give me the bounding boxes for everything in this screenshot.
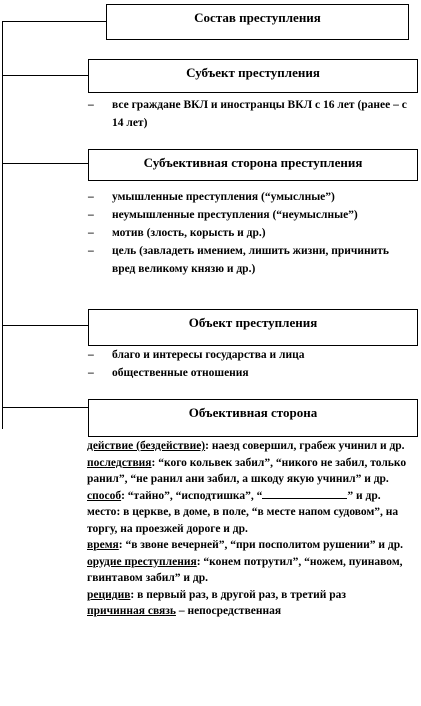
tool-label: орудие преступления	[87, 555, 197, 568]
list-item: – цель (завладеть имением, лишить жизни, причинить вред великому князю и др.)	[88, 242, 408, 278]
list-item: – умышленные преступления (“умыслные”)	[88, 188, 408, 206]
connector-subject	[2, 75, 88, 76]
action-label: действие (бездействие)	[87, 440, 206, 452]
tool-line	[87, 554, 412, 587]
object-box	[88, 309, 418, 346]
connector-object	[2, 325, 88, 326]
consequences-line	[87, 455, 412, 488]
consequences-text: : “кого кольвек забил”, “никого не забил, только ранил”, “не ранил ани забил, а шкоду якую учинил” и др.	[87, 456, 407, 485]
method-line	[87, 488, 412, 505]
objective-side-title: Объективная сторона	[188, 405, 318, 420]
action-line	[87, 438, 412, 455]
method-label: способ	[87, 489, 122, 502]
blank-underline	[262, 488, 347, 499]
subject-title: Субъект преступления	[186, 65, 320, 80]
causal-line	[87, 603, 412, 620]
connector-objective-side	[2, 407, 88, 408]
object-list	[88, 346, 408, 382]
list-item: – все граждане ВКЛ и иностранцы ВКЛ с 16 лет (ранее – с 14 лет)	[88, 96, 408, 132]
subjective-side-box	[88, 149, 418, 181]
tool-text: : “конем потрутил”, “ножем, пуинавом, гвинтавом забил” и др.	[87, 555, 403, 584]
time-text: : “в звоне вечерней”, “при посполитом рушении” и др.	[118, 539, 403, 551]
recidive-text: : в первый раз, в другой раз, в третий раз	[130, 588, 347, 601]
connector-top	[2, 21, 106, 22]
time-label: время	[87, 539, 119, 551]
consequences-label: последствия	[87, 456, 152, 469]
place-label: место	[87, 506, 117, 518]
objective-side-description	[87, 438, 412, 620]
time-line	[87, 537, 412, 554]
objective-side-box	[88, 399, 418, 437]
connector-trunk	[2, 21, 3, 429]
subject-box	[88, 59, 418, 93]
list-item: – благо и интересы государства и лица	[88, 346, 408, 364]
place-line	[87, 504, 412, 537]
title-box	[106, 4, 409, 40]
method-text-2: ” и др.	[347, 489, 381, 502]
causal-text: – непосредственная	[175, 605, 282, 617]
object-title: Объект преступления	[188, 315, 318, 330]
method-text-1: : “тайно”, “исподтишка”, “	[121, 489, 263, 502]
place-text: : в церкве, в доме, в поле, “в месте напом судовом”, на торгу, на проезжей дороге и др.	[87, 506, 399, 535]
recidive-label: рецидив	[87, 588, 131, 601]
list-item: – неумышленные преступления (“неумыслные”)	[88, 206, 408, 224]
recidive-line	[87, 587, 412, 604]
list-item: – мотив (злость, корысть и др.)	[88, 224, 408, 242]
subjective-side-list	[88, 188, 408, 278]
subjective-side-title: Субъективная сторона преступления	[143, 155, 363, 170]
title-text: Состав преступления	[194, 10, 321, 25]
connector-subjective-side	[2, 163, 88, 164]
subject-list	[88, 96, 408, 132]
causal-label: причинная связь	[87, 605, 176, 617]
action-text: : наезд совершил, грабеж учинил и др.	[205, 440, 405, 452]
list-item: – общественные отношения	[88, 364, 408, 382]
